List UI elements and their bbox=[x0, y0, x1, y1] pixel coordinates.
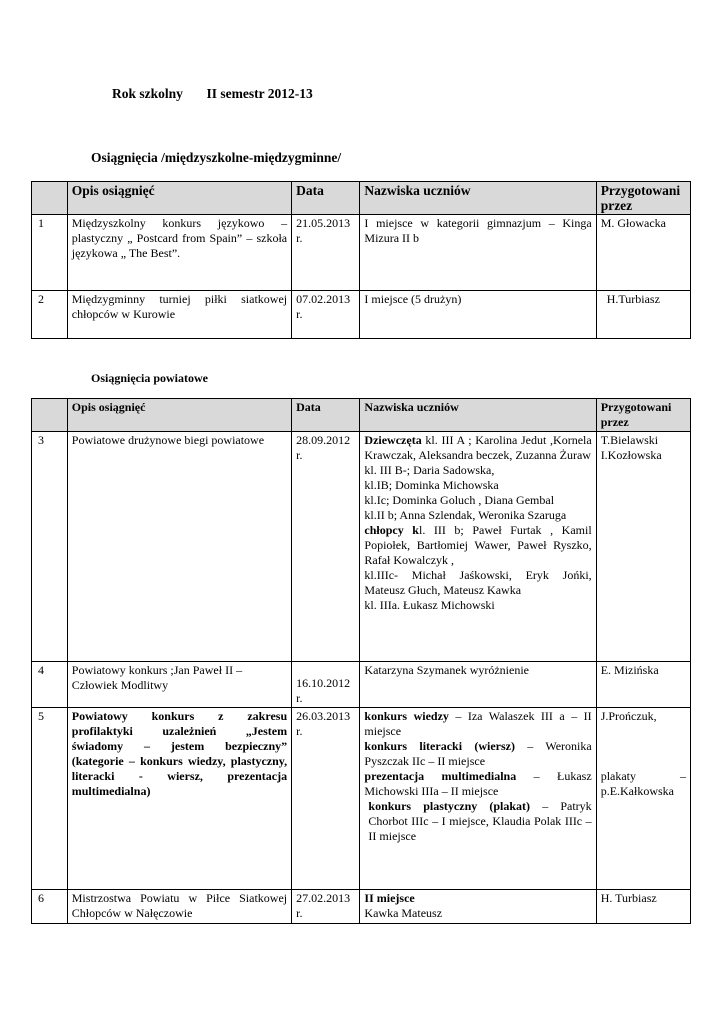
students-line bbox=[364, 739, 591, 769]
row-description: Międzyszkolny konkurs językowo – plastyczny „ Postcard from Spain” – szkoła językowa „ The Best”. bbox=[67, 215, 291, 291]
row-description: Powiatowe drużynowe biegi powiatowe bbox=[67, 432, 291, 662]
table-row bbox=[32, 432, 691, 662]
students-line: kl.IB; Dominka Michowska bbox=[364, 478, 499, 492]
col-header-number bbox=[32, 399, 68, 432]
col-header-students: Nazwiska uczniów bbox=[360, 399, 596, 432]
row-number: 4 bbox=[32, 662, 68, 708]
category-text: – Łukasz Michowski IIIa – II miejsce bbox=[364, 769, 592, 798]
students-line: kl.IIIc- Michał Jaśkowski, Eryk Jońki, Mateusz Głuch, Mateusz Kawka bbox=[364, 568, 592, 597]
row-prepared-by: H.Turbiasz bbox=[596, 291, 690, 339]
interschool-achievements-table bbox=[31, 181, 691, 339]
row-students: Katarzyna Szymanek wyróżnienie bbox=[360, 662, 596, 708]
spacer bbox=[601, 724, 686, 769]
category-label: konkurs literacki (wiersz) bbox=[364, 739, 515, 753]
row-prepared-by bbox=[596, 432, 690, 662]
row-number: 3 bbox=[32, 432, 68, 662]
row-description: Powiatowy konkurs ;Jan Paweł II – Człowiek Modlitwy bbox=[67, 662, 291, 708]
col-header-prepared-by: Przygotowani przez bbox=[596, 182, 690, 215]
students-line: kl.II b; Anna Szlendak, Weronika Szaruga bbox=[364, 508, 567, 522]
students-line bbox=[364, 799, 591, 844]
table-header-row bbox=[32, 182, 691, 215]
date-text: 16.10.2012 r. bbox=[296, 676, 351, 705]
students-line: kl. III B-; Daria Sadowska, bbox=[364, 463, 495, 477]
table-row bbox=[32, 662, 691, 708]
students-line bbox=[364, 769, 591, 799]
row-prepared-by: E. Mizińska bbox=[596, 662, 690, 708]
row-date: 28.09.2012 r. bbox=[292, 432, 360, 662]
row-number: 1 bbox=[32, 215, 68, 291]
row-number: 6 bbox=[32, 890, 68, 924]
table-row bbox=[32, 291, 691, 339]
section-title-interschool: Osiągnięcia /międzyszkolne-międzygminne/ bbox=[91, 150, 342, 165]
row-prepared-by: M. Głowacka bbox=[596, 215, 690, 291]
row-prepared-by bbox=[596, 708, 690, 890]
school-year-label: Rok szkolny bbox=[112, 86, 183, 101]
students-line bbox=[364, 709, 591, 739]
row-date: 07.02.2013 r. bbox=[292, 291, 360, 339]
col-header-date: Data bbox=[292, 399, 360, 432]
category-text: – Weronika Pyszczak IIc – II miejsce bbox=[364, 739, 592, 768]
table-row bbox=[32, 708, 691, 890]
girls-text: kl. III A ; Karolina Jedut ,Kornela Krawczak, Aleksandra beczek, Zuzanna Żuraw bbox=[364, 433, 592, 462]
category-text: – Patryk Chorbot IIIc – I miejsce, Klaudia Polak IIIc – II miejsce bbox=[368, 799, 592, 843]
row-number: 5 bbox=[32, 708, 68, 890]
category-label: prezentacja multimedialna bbox=[364, 769, 517, 783]
students-line bbox=[364, 433, 591, 463]
col-header-students: Nazwiska uczniów bbox=[360, 182, 596, 215]
row-date: 26.03.2013 r. bbox=[292, 708, 360, 890]
row-description: Międzygminny turniej piłki siatkowej chłopców w Kurowie bbox=[67, 291, 291, 339]
row-description: Powiatowy konkurs z zakresu profilaktyki uzależnień „Jestem świadomy – jestem bezpieczny” (kategorie – konkurs wiedzy, plastyczny, literacki - wiersz, prezentacja multimedialna) bbox=[67, 708, 291, 890]
row-students bbox=[360, 432, 596, 662]
row-prepared-by: H. Turbiasz bbox=[596, 890, 690, 924]
student-name: Kawka Mateusz bbox=[364, 906, 443, 920]
county-achievements-table bbox=[31, 398, 691, 924]
row-description: Mistrzostwa Powiatu w Piłce Siatkowej Chłopców w Nałęczowie bbox=[67, 890, 291, 924]
row-students bbox=[360, 708, 596, 890]
table-row bbox=[32, 890, 691, 924]
preparer-name: I.Kozłowska bbox=[600, 448, 662, 462]
semester-label: II semestr 2012-13 bbox=[206, 86, 313, 101]
students-line bbox=[364, 523, 591, 568]
boys-text: l. III b; Paweł Furtak , Kamil Popiołek, Bartłomiej Wawer, Paweł Ryszko, Rafał Kowalczyk , bbox=[364, 523, 592, 567]
students-line: kl. IIIa. Łukasz Michowski bbox=[364, 598, 495, 612]
col-header-date: Data bbox=[292, 182, 360, 215]
category-label: konkurs plastyczny (plakat) bbox=[368, 799, 531, 813]
category-text: – Iza Walaszek III a – II miejsce bbox=[364, 709, 592, 738]
document-header bbox=[112, 86, 313, 102]
girls-label: Dziewczęta bbox=[364, 433, 422, 447]
table-row bbox=[32, 215, 691, 291]
col-header-description: Opis osiągnięć bbox=[67, 182, 291, 215]
boys-label: chłopcy k bbox=[364, 523, 419, 537]
col-header-description: Opis osiągnięć bbox=[67, 399, 291, 432]
preparer-name: T.Bielawski bbox=[600, 433, 659, 447]
preparer-name: plakaty – p.E.Kałkowska bbox=[600, 769, 686, 798]
preparer-name: J.Prończuk, bbox=[600, 709, 657, 723]
section-title-county: Osiągnięcia powiatowe bbox=[91, 371, 208, 385]
col-header-prepared-by: Przygotowani przez bbox=[596, 399, 690, 432]
row-date: 21.05.2013 r. bbox=[292, 215, 360, 291]
row-date bbox=[292, 662, 360, 708]
table-header-row bbox=[32, 399, 691, 432]
row-number: 2 bbox=[32, 291, 68, 339]
students-line: kl.Ic; Dominka Goluch , Diana Gembal bbox=[364, 493, 555, 507]
row-students: I miejsce w kategorii gimnazjum – Kinga Mizura II b bbox=[360, 215, 596, 291]
place-label: II miejsce bbox=[364, 891, 415, 905]
category-label: konkurs wiedzy bbox=[364, 709, 449, 723]
col-header-number bbox=[32, 182, 68, 215]
row-students bbox=[360, 890, 596, 924]
row-students: I miejsce (5 drużyn) bbox=[360, 291, 596, 339]
row-date: 27.02.2013 r. bbox=[292, 890, 360, 924]
